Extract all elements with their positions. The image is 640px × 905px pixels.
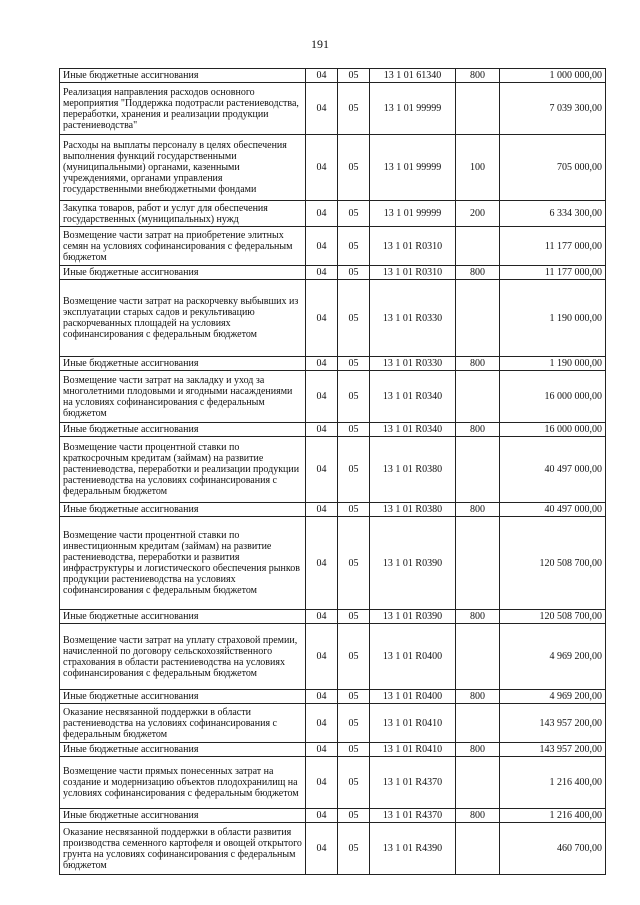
table-row (60, 503, 606, 517)
row-name-cell: Возмещение части затрат на раскорчевку выбывших из эксплуатации старых садов и рекультивацию раскорчеванных площадей на условиях софинансирования с федеральным бюджетом (60, 280, 306, 357)
row-subsection-cell: 05 (338, 227, 370, 266)
row-section-cell: 04 (306, 280, 338, 357)
row-subsection-cell: 05 (338, 690, 370, 704)
row-sum-cell: 11 177 000,00 (500, 266, 606, 280)
row-subsection-cell: 05 (338, 743, 370, 757)
table-row (60, 823, 606, 875)
row-expense-type-cell (456, 517, 500, 610)
row-subsection-cell: 05 (338, 69, 370, 83)
row-section-cell: 04 (306, 610, 338, 624)
row-target-cell: 13 1 01 R0400 (370, 624, 456, 690)
row-subsection-cell: 05 (338, 610, 370, 624)
row-name-cell: Возмещение части процентной ставки по краткосрочным кредитам (займам) на развитие растениеводства, переработки и реализации продукции растениеводства на условиях софинансирования с федеральным бюджетом (60, 437, 306, 503)
row-subsection-cell: 05 (338, 704, 370, 743)
table-row (60, 517, 606, 610)
row-sum-cell: 11 177 000,00 (500, 227, 606, 266)
row-expense-type-cell: 800 (456, 69, 500, 83)
table-row (60, 809, 606, 823)
row-target-cell: 13 1 01 61340 (370, 69, 456, 83)
row-expense-type-cell: 800 (456, 266, 500, 280)
row-name-cell: Иные бюджетные ассигнования (60, 690, 306, 704)
row-section-cell: 04 (306, 83, 338, 135)
row-section-cell: 04 (306, 690, 338, 704)
row-target-cell: 13 1 01 R0380 (370, 503, 456, 517)
budget-table (59, 68, 606, 875)
row-section-cell: 04 (306, 69, 338, 83)
row-sum-cell: 1 190 000,00 (500, 280, 606, 357)
row-name-cell: Возмещение части затрат на приобретение элитных семян на условиях софинансирования с федеральным бюджетом (60, 227, 306, 266)
row-expense-type-cell: 800 (456, 743, 500, 757)
row-section-cell: 04 (306, 266, 338, 280)
row-name-cell: Иные бюджетные ассигнования (60, 809, 306, 823)
row-expense-type-cell (456, 624, 500, 690)
row-expense-type-cell: 800 (456, 610, 500, 624)
row-sum-cell: 4 969 200,00 (500, 624, 606, 690)
row-section-cell: 04 (306, 704, 338, 743)
row-subsection-cell: 05 (338, 266, 370, 280)
row-section-cell: 04 (306, 517, 338, 610)
row-expense-type-cell (456, 757, 500, 809)
row-expense-type-cell: 800 (456, 809, 500, 823)
row-sum-cell: 6 334 300,00 (500, 201, 606, 227)
row-name-cell: Оказание несвязанной поддержки в области развития производства семенного картофеля и овощей открытого грунта на условиях софинансирования с федеральным бюджетом (60, 823, 306, 875)
row-subsection-cell: 05 (338, 437, 370, 503)
table-row (60, 227, 606, 266)
row-section-cell: 04 (306, 823, 338, 875)
row-subsection-cell: 05 (338, 624, 370, 690)
table-row (60, 423, 606, 437)
row-subsection-cell: 05 (338, 83, 370, 135)
row-target-cell: 13 1 01 R0340 (370, 371, 456, 423)
row-subsection-cell: 05 (338, 357, 370, 371)
row-target-cell: 13 1 01 R0410 (370, 743, 456, 757)
row-expense-type-cell: 800 (456, 690, 500, 704)
row-section-cell: 04 (306, 357, 338, 371)
row-sum-cell: 1 190 000,00 (500, 357, 606, 371)
row-subsection-cell: 05 (338, 280, 370, 357)
row-name-cell: Расходы на выплаты персоналу в целях обеспечения выполнения функций государственными (муниципальными) органами, казенными учреждениями, органами управления государственными внебюджетными фондами (60, 135, 306, 201)
row-target-cell: 13 1 01 R0410 (370, 704, 456, 743)
row-section-cell: 04 (306, 437, 338, 503)
row-expense-type-cell (456, 704, 500, 743)
table-row (60, 135, 606, 201)
row-expense-type-cell: 100 (456, 135, 500, 201)
row-sum-cell: 1 000 000,00 (500, 69, 606, 83)
row-sum-cell: 16 000 000,00 (500, 371, 606, 423)
row-expense-type-cell (456, 371, 500, 423)
row-target-cell: 13 1 01 R4370 (370, 757, 456, 809)
row-subsection-cell: 05 (338, 823, 370, 875)
table-row (60, 371, 606, 423)
row-section-cell: 04 (306, 227, 338, 266)
row-target-cell: 13 1 01 R4390 (370, 823, 456, 875)
row-target-cell: 13 1 01 R0390 (370, 517, 456, 610)
row-expense-type-cell: 200 (456, 201, 500, 227)
row-name-cell: Иные бюджетные ассигнования (60, 266, 306, 280)
row-name-cell: Возмещение части затрат на уплату страховой премии, начисленной по договору сельскохозяйственного страхования в области растениеводства на условиях софинансирования с федеральным бюджетом (60, 624, 306, 690)
row-expense-type-cell (456, 437, 500, 503)
row-target-cell: 13 1 01 R0340 (370, 423, 456, 437)
row-sum-cell: 4 969 200,00 (500, 690, 606, 704)
row-name-cell: Иные бюджетные ассигнования (60, 503, 306, 517)
row-sum-cell: 705 000,00 (500, 135, 606, 201)
row-subsection-cell: 05 (338, 757, 370, 809)
row-subsection-cell: 05 (338, 503, 370, 517)
row-expense-type-cell (456, 823, 500, 875)
row-sum-cell: 460 700,00 (500, 823, 606, 875)
row-sum-cell: 40 497 000,00 (500, 503, 606, 517)
row-section-cell: 04 (306, 201, 338, 227)
row-target-cell: 13 1 01 99999 (370, 135, 456, 201)
row-expense-type-cell (456, 83, 500, 135)
table-row (60, 266, 606, 280)
row-subsection-cell: 05 (338, 423, 370, 437)
table-row (60, 610, 606, 624)
row-subsection-cell: 05 (338, 135, 370, 201)
row-subsection-cell: 05 (338, 201, 370, 227)
row-subsection-cell: 05 (338, 371, 370, 423)
table-row (60, 69, 606, 83)
table-row (60, 437, 606, 503)
row-section-cell: 04 (306, 503, 338, 517)
row-sum-cell: 7 039 300,00 (500, 83, 606, 135)
row-section-cell: 04 (306, 371, 338, 423)
row-subsection-cell: 05 (338, 517, 370, 610)
row-expense-type-cell: 800 (456, 357, 500, 371)
row-name-cell: Иные бюджетные ассигнования (60, 610, 306, 624)
row-section-cell: 04 (306, 135, 338, 201)
table-row (60, 743, 606, 757)
row-name-cell: Иные бюджетные ассигнования (60, 423, 306, 437)
row-name-cell: Реализация направления расходов основного мероприятия "Поддержка подотрасли растениеводства, переработки, хранения и реализации продукции растениеводства" (60, 83, 306, 135)
table-row (60, 201, 606, 227)
row-expense-type-cell: 800 (456, 503, 500, 517)
row-name-cell: Иные бюджетные ассигнования (60, 743, 306, 757)
row-target-cell: 13 1 01 99999 (370, 83, 456, 135)
row-target-cell: 13 1 01 R0330 (370, 280, 456, 357)
row-expense-type-cell: 800 (456, 423, 500, 437)
row-sum-cell: 1 216 400,00 (500, 809, 606, 823)
row-expense-type-cell (456, 280, 500, 357)
row-sum-cell: 120 508 700,00 (500, 517, 606, 610)
row-name-cell: Оказание несвязанной поддержки в области растениеводства на условиях софинансирования с федеральным бюджетом (60, 704, 306, 743)
row-name-cell: Возмещение части процентной ставки по инвестиционным кредитам (займам) на развитие растениеводства, переработки и развития инфраструктуры и логистического обеспечения рынков продукции растениеводства на условиях софинансирования с федеральным бюджетом (60, 517, 306, 610)
row-expense-type-cell (456, 227, 500, 266)
row-section-cell: 04 (306, 757, 338, 809)
row-sum-cell: 120 508 700,00 (500, 610, 606, 624)
row-target-cell: 13 1 01 R0400 (370, 690, 456, 704)
table-row (60, 357, 606, 371)
table-row (60, 757, 606, 809)
table-row (60, 624, 606, 690)
table-row (60, 280, 606, 357)
page-number: 191 (311, 37, 329, 51)
row-sum-cell: 40 497 000,00 (500, 437, 606, 503)
row-target-cell: 13 1 01 R0310 (370, 227, 456, 266)
row-name-cell: Иные бюджетные ассигнования (60, 69, 306, 83)
row-subsection-cell: 05 (338, 809, 370, 823)
table-row (60, 83, 606, 135)
table-row (60, 704, 606, 743)
row-sum-cell: 1 216 400,00 (500, 757, 606, 809)
row-target-cell: 13 1 01 R4370 (370, 809, 456, 823)
row-target-cell: 13 1 01 R0380 (370, 437, 456, 503)
row-target-cell: 13 1 01 R0330 (370, 357, 456, 371)
row-name-cell: Возмещение части прямых понесенных затрат на создание и модернизацию объектов плодохранилищ на условиях софинансирования с федеральным бюджетом (60, 757, 306, 809)
row-target-cell: 13 1 01 R0390 (370, 610, 456, 624)
table-row (60, 690, 606, 704)
row-sum-cell: 16 000 000,00 (500, 423, 606, 437)
row-section-cell: 04 (306, 423, 338, 437)
row-sum-cell: 143 957 200,00 (500, 743, 606, 757)
row-section-cell: 04 (306, 743, 338, 757)
row-name-cell: Возмещение части затрат на закладку и уход за многолетними плодовыми и ягодными насаждениями на условиях софинансирования с федеральным бюджетом (60, 371, 306, 423)
row-name-cell: Иные бюджетные ассигнования (60, 357, 306, 371)
row-name-cell: Закупка товаров, работ и услуг для обеспечения государственных (муниципальных) нужд (60, 201, 306, 227)
row-sum-cell: 143 957 200,00 (500, 704, 606, 743)
row-target-cell: 13 1 01 R0310 (370, 266, 456, 280)
row-section-cell: 04 (306, 809, 338, 823)
row-section-cell: 04 (306, 624, 338, 690)
row-target-cell: 13 1 01 99999 (370, 201, 456, 227)
